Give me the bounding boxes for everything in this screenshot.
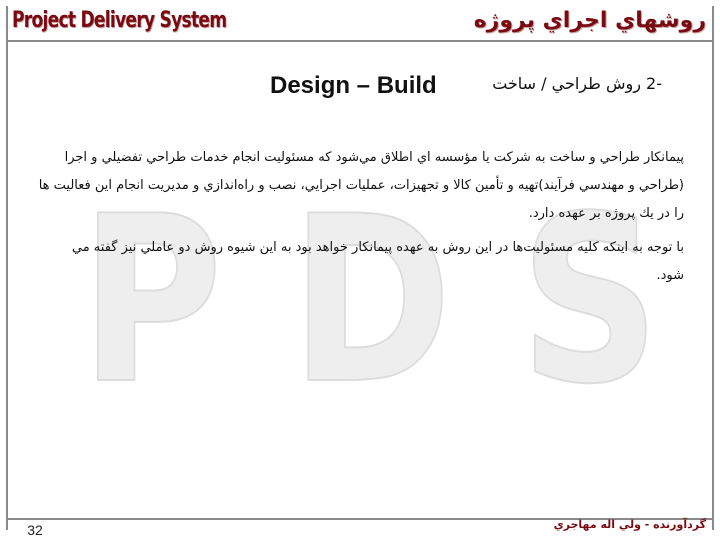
brand-title-persian: روشهاي اجراي پروژه — [473, 8, 706, 33]
watermark-text: P D S — [80, 175, 660, 395]
paragraph-2-line-2: شود. — [656, 268, 684, 283]
slide-title-persian: -2 روش طراحي / ساخت — [492, 74, 662, 93]
paragraph-1-line-1: پيمانكار طراحي و ساخت به شركت يا مؤسسه اي اطلاق مي‌شود كه مسئوليت انجام خدمات طراحي تفضيلي و اجرا — [64, 150, 684, 165]
paragraph-1-line-3: را در يك پروژه بر عهده دارد. — [528, 206, 684, 221]
header-divider — [6, 40, 714, 42]
brand-title-english: Project Delivery System — [12, 8, 227, 33]
paragraph-2-line-1: با توجه به اينكه كليه مسئوليت‌ها در اين روش به عهده پيمانكار خواهد بود به اين شيوه روش دو عاملي نيز گفته مي — [71, 240, 684, 255]
page-number: 32 — [27, 522, 43, 538]
left-border — [6, 6, 8, 530]
right-border — [712, 6, 714, 530]
paragraph-1-line-2: (طراحي و مهندسي فرآيند)تهيه و تأمين كالا و تجهيزات، عمليات اجرايي، نصب و راه‌اندازي و مديريت انجام اين فعاليت ها — [38, 178, 684, 193]
author-credit: گردآورنده - ولي اله مهاجري — [553, 518, 706, 531]
slide-title-english: Design – Build — [270, 72, 437, 99]
body-text — [38, 144, 684, 290]
